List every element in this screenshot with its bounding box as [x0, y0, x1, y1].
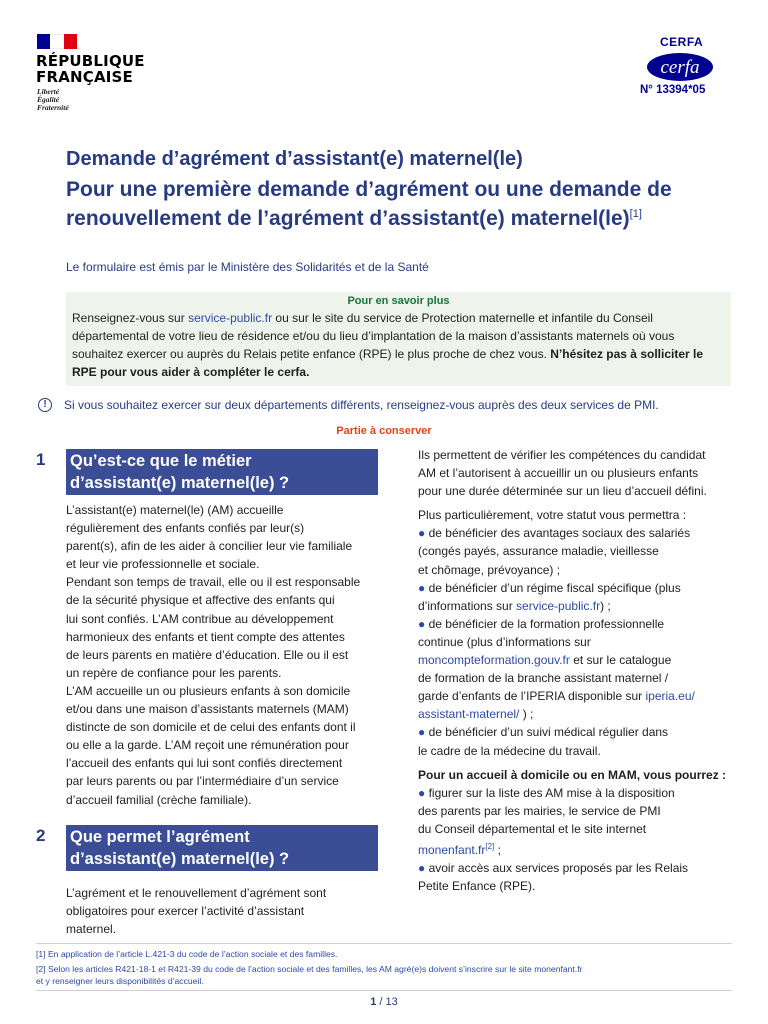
section-2-body [66, 884, 384, 938]
footnote-ref-2[interactable]: [2] [485, 841, 495, 851]
bullet-icon: ● [418, 861, 426, 876]
list-item-text: avoir accès aux services proposés par les Relais Petite Enfance (RPE). [418, 861, 689, 894]
issuer-line: Le formulaire est émis par le Ministère des Solidarités et de la Santé [66, 260, 429, 274]
list-item-text: et sur le catalogue de formation de la branche assistant maternel / garde d’enfants de l’IPERIA disponible sur [418, 653, 672, 704]
section-1-heading: Qu’est-ce que le métier d’assistant(e) maternel(le) ? [66, 449, 378, 495]
svg-text:cerfa: cerfa [660, 57, 700, 78]
moncompteformation-link[interactable]: moncompteformation.gouv.fr [418, 653, 570, 668]
list-item-text: de bénéficier des avantages sociaux des salariés (congés payés, assurance maladie, vieillesse et chômage, prévoyance) ; [418, 526, 691, 577]
section-2-number: 2 [36, 826, 46, 845]
right-column [418, 446, 738, 895]
page-divider [36, 990, 732, 991]
cerfa-number: N° 13394*05 [640, 84, 706, 96]
info-bold-text: N’hésitez pas à solliciter le RPE pour vous aider à compléter le cerfa. [72, 347, 704, 379]
notice-text: Si vous souhaitez exercer sur deux départements différents, renseignez-vous auprès des deux services de PMI. [64, 398, 659, 412]
info-box [66, 292, 731, 386]
info-text-part: ou sur le site du service de Protection maternelle et infantile du Conseil départemental de votre lieu de résidence et/ou du lieu d’implantation de la maison d’assistants maternels où vous souhaitez exercer ou auprès du Relais petite enfance (RPE) le plus proche de chez vous. [72, 311, 675, 361]
section-1-number: 1 [36, 450, 46, 469]
list-item-text: de bénéficier d’un suivi médical régulier dans le cadre de la médecine du travail. [418, 725, 669, 758]
service-public-link[interactable]: service-public.fr [516, 598, 601, 613]
section-2-text: L’agrément et le renouvellement d’agrément sont obligatoires pour exercer l’activité d’assistant maternel. [66, 886, 327, 937]
list-item-text: de bénéficier d’un régime fiscal spécifique (plus d’informations sur [418, 580, 681, 613]
list-item [418, 784, 738, 859]
info-box-text [66, 307, 731, 381]
section-1-body [66, 501, 384, 809]
footnote-ref-1[interactable]: [1] [629, 208, 642, 220]
bullet-icon: ● [418, 785, 426, 800]
footnote-2: [2] Selon les articles R421-18-1 et R421-39 du code de l’action sociale et des familles, les AM agré(e)s doivent s’inscrire sur le site monenfant.fr et y renseigner leurs disponibilités d’accueil. [36, 964, 583, 986]
footnote-divider [36, 943, 732, 944]
list-item [418, 524, 738, 578]
iperia-link[interactable]: iperia.eu/ assistant-maternel/ [418, 689, 695, 722]
bullet-icon: ● [418, 580, 426, 595]
bullet-icon: ● [418, 725, 426, 740]
list-item-text: figurer sur la liste des AM mise à la disposition des parents par les mairies, le service de PMI du Conseil départemental et le site internet [418, 785, 675, 836]
notice-line [38, 398, 659, 412]
list-item-text: de bénéficier de la formation professionnelle continue (plus d’informations sur [418, 616, 665, 649]
right-intro: Ils permettent de vérifier les compétences du candidat AM et l’autorisent à accueillir un ou plusieurs enfants pour une durée déterminée sur un lieu d’accueil défini. [418, 448, 707, 499]
list-item-text: ; [494, 842, 501, 857]
monenfant-link[interactable]: monenfant.fr [418, 842, 486, 857]
republique-francaise-logo: RÉPUBLIQUE FRANÇAISE [36, 52, 145, 86]
bullet-icon: ● [418, 616, 426, 631]
list-item-text: ) ; [600, 598, 611, 613]
total-pages: / 13 [376, 996, 398, 1008]
page-subtitle-text: Pour une première demande d’agrément ou une demande de renouvellement de l’agrément d’assistant(e) maternel(le) [66, 178, 672, 230]
cerfa-logo-icon [646, 52, 714, 82]
republic-motto: Liberté Égalité Fraternité [37, 87, 69, 112]
info-box-title: Pour en savoir plus [347, 295, 450, 307]
section-1-text: L’assistant(e) maternel(le) (AM) accueille régulièrement des enfants confiés par leur(s) parent(s), afin de les aider à concilier leur vie familiale et leur vie professionnelle et sociale. Pendant son temps de travail, elle ou il est responsable de la sécurité physique et affective des enfants qui lui sont confiés. L’AM contribue au développement harmonieux des enfants et tient compte des attentes de leurs parents en matière d’éducation. Elle ou il est un repère de confiance pour les parents. L’AM accueille un ou plusieurs enfants à son domicile et/ou dans une maison d’assistants maternels (MAM) distincte de son domicile et de celui des enfants dont il ou elle a la garde. L’AM reçoit une rémunération pour l’accueil des enfants qui lui sont confiés directement par leurs parents ou par l’intermédiaire d’un service d’accueil familial (crèche familiale). [66, 503, 361, 807]
page-indicator [0, 996, 768, 1008]
list-item [418, 615, 738, 724]
service-public-link[interactable]: service-public.fr [188, 311, 273, 325]
info-text-part: Renseignez-vous sur [72, 311, 189, 325]
partie-a-conserver: Partie à conserver [336, 425, 432, 437]
list-item [418, 579, 738, 615]
current-page: 1 [370, 996, 377, 1008]
info-alert-icon: ! [38, 398, 52, 412]
footnote-1: [1] En application de l’article L.421-3 du code de l’action sociale et des familles. [36, 949, 338, 959]
list-item [418, 859, 738, 895]
page-title: Demande d’agrément d’assistant(e) maternel(le) [66, 148, 523, 170]
list-item [418, 723, 738, 759]
cerfa-label: CERFA [660, 35, 704, 49]
mam-title: Pour un accueil à domicile ou en MAM, vous pourrez : [418, 767, 727, 782]
section-2-heading: Que permet l’agrément d’assistant(e) maternel(le) ? [66, 825, 378, 871]
list-item-text: ) ; [519, 707, 534, 722]
statut-intro: Plus particulièrement, votre statut vous permettra : [418, 508, 687, 523]
bullet-icon: ● [418, 526, 426, 541]
page-subtitle [66, 178, 706, 231]
marianne-flag-icon [37, 34, 77, 49]
document-header [0, 0, 768, 140]
